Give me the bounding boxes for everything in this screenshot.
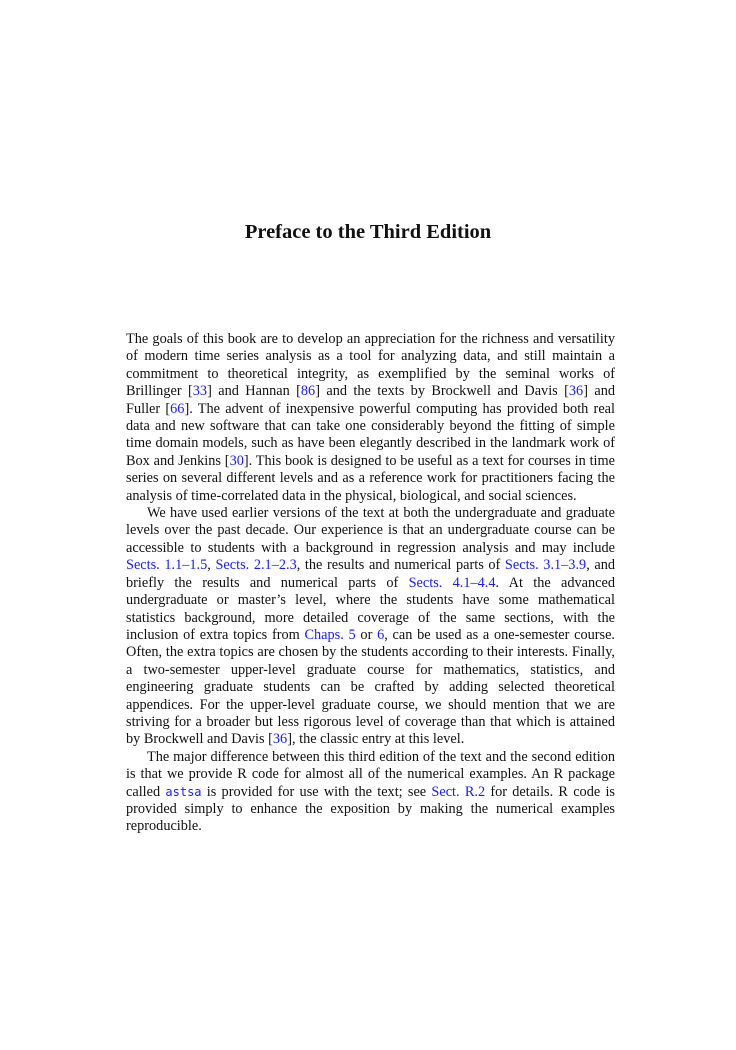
text-run: ]. The advent of inexpensive powerful computing has provided both real data and new software that can take one considerably beyond the fitting of simple time domain models, such as have been elegantly described in the landmark work of Box and Jenkins [ — [126, 400, 615, 469]
cross-reference-link[interactable]: 6 — [377, 626, 385, 643]
cross-reference-link[interactable]: 33 — [192, 383, 208, 400]
text-run: , — [207, 557, 216, 574]
text-run: ]. This book is designed to be useful as a text for courses in time series on several different levels and as a reference work for practitioners facing the analysis of time-correlated data in the physical, biological, and social sciences. — [126, 452, 615, 504]
cross-reference-link[interactable]: 30 — [229, 452, 244, 469]
text-run: ] and the texts by Brockwell and Davis [ — [315, 383, 569, 400]
cross-reference-link[interactable]: 86 — [300, 383, 316, 400]
text-run: . At the advanced undergraduate or master’s level, where the students have some mathematical statistics background, more detailed coverage of the same sections, with the inclusion of extra topics from — [126, 574, 616, 643]
text-run: The major difference between this third edition of the text and the second edition is that we provide R code for almost all of the numerical examples. An R package called — [126, 748, 615, 800]
text-run: , can be used as a one-semester course. Often, the extra topics are chosen by the students according to their interests. Finally, a two-semester upper-level graduate course for mathematics, statistics, and engineering graduate students can be crafted by adding selected theoretical appendices. For the upper-level graduate course, we should mention that we are striving for a broader but less rigorous level of coverage than that which is attained by Brockwell and Davis [ — [126, 626, 616, 748]
preface-body — [126, 331, 615, 836]
cross-reference-link[interactable]: Chaps. 5 — [304, 626, 356, 643]
text-run: , and briefly the results and numerical parts of — [126, 557, 616, 591]
cross-reference-link[interactable]: Sects. 4.1–4.4 — [408, 574, 496, 591]
cross-reference-link[interactable]: Sects. 2.1–2.3 — [215, 557, 297, 574]
text-run: ] and Fuller [ — [126, 383, 616, 417]
cross-reference-link[interactable]: 36 — [272, 731, 288, 748]
cross-reference-link[interactable]: 66 — [170, 400, 185, 417]
cross-reference-link[interactable]: Sects. 1.1–1.5 — [126, 557, 208, 574]
paragraph-1 — [126, 331, 615, 505]
page-title: Preface to the Third Edition — [244, 221, 492, 243]
cross-reference-link[interactable]: Sects. 3.1–3.9 — [504, 557, 587, 574]
text-run: ], the classic entry at this level. — [287, 731, 465, 748]
text-run: for details. R code is provided simply to enhance the exposition by making the numerical examples reproducible. — [126, 783, 615, 835]
paragraph-2 — [126, 505, 615, 749]
text-run: ] and Hannan [ — [207, 383, 301, 400]
cross-reference-link[interactable]: Sect. R.2 — [431, 783, 486, 800]
text-run: , the results and numerical parts of — [296, 557, 505, 574]
cross-reference-link[interactable]: 36 — [568, 383, 584, 400]
package-name-code: astsa — [165, 784, 202, 799]
text-run: We have used earlier versions of the text at both the undergraduate and graduate levels over the past decade. Our experience is that an undergraduate course can be accessible to students with a background in regression analysis and may include — [126, 505, 615, 556]
text-run: or — [355, 626, 378, 643]
paragraph-3 — [126, 749, 615, 836]
text-run: The goals of this book are to develop an appreciation for the richness and versatility of modern time series analysis as a tool for analyzing data, and still maintain a commitment to theoretical integrity, as exemplified by the seminal works of Brillinger — [126, 331, 615, 400]
text-run: is provided for use with the text; see — [201, 783, 432, 800]
text-run: [ — [188, 383, 193, 400]
